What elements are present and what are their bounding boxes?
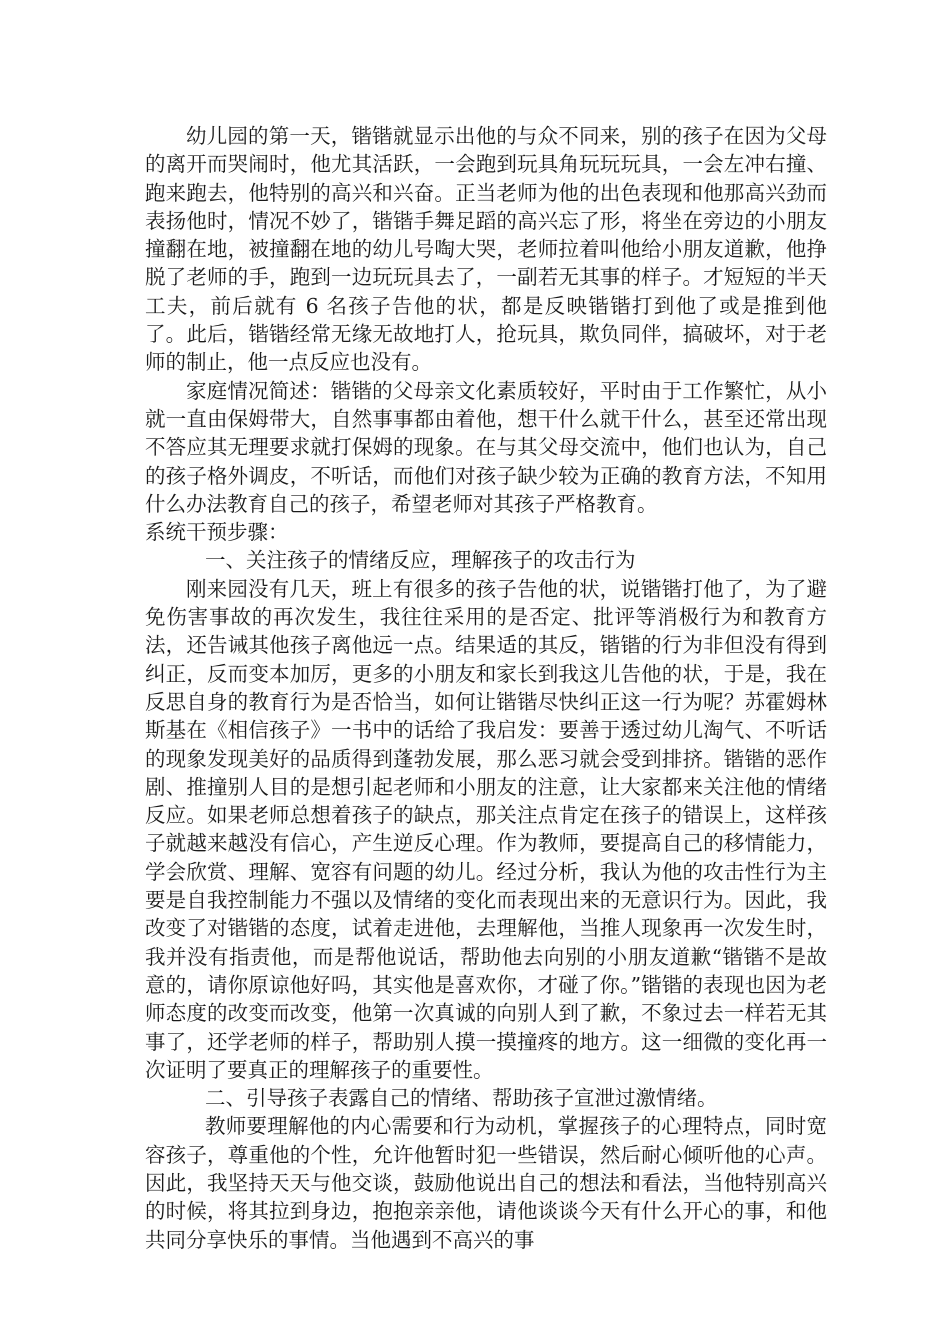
- paragraph-family-background: 家庭情况简述：锴锴的父母亲文化素质较好，平时由于工作繁忙，从小就一直由保姆带大，自然事事都由着他，想干什么就干什么，甚至还常出现不答应其无理要求就打保姆的现象。在与其父母交流中，他们也认为，自己的孩子格外调皮，不听话，而他们对孩子缺少较为正确的教育方法，不知用什么办法教育自己的孩子，希望老师对其孩子严格教育。: [145, 378, 827, 516]
- paragraph-step-one: 刚来园没有几天，班上有很多的孩子告他的状，说锴锴打他了，为了避免伤害事故的再次发生，我往往采用的是否定、批评等消极行为和教育方法，还告诫其他孩子离他远一点。结果适的其反，锴锴的行为非但没有得到纠正，反而变本加厉，更多的小朋友和家长到我这儿告他的状，于是，我在反思自身的教育行为是否恰当，如何让锴锴尽快纠正这一行为呢？苏霍姆林斯基在《相信孩子》一书中的话给了我启发：要善于透过幼儿淘气、不听话的现象发现美好的品质得到蓬勃发展，那么恶习就会受到排挤。锴锴的恶作剧、推撞别人目的是想引起老师和小朋友的注意，让大家都来关注他的情绪反应。如果老师总想着孩子的缺点，那关注点肯定在孩子的错误上，这样孩子就越来越没有信心，产生逆反心理。作为教师，要提高自己的移情能力，学会欣赏、理解、宽容有问题的幼儿。经过分析，我认为他的攻击性行为主要是自我控制能力不强以及情绪的变化而表现出来的无意识行为。因此，我改变了对锴锴的态度，试着走进他，去理解他，当推人现象再一次发生时，我并没有指责他，而是帮他说话，帮助他去向别的小朋友道歉“锴锴不是故意的，请你原谅他好吗，其实他是喜欢你，才碰了你。”锴锴的表现也因为老师态度的改变而改变，他第一次真诚的向别人到了歉，不象过去一样若无其事了，还学老师的样子，帮助别人摸一摸撞疼的地方。这一细微的变化再一次证明了要真正的理解孩子的重要性。: [145, 576, 827, 1082]
- section-heading-intervention: 系统干预步骤：: [145, 520, 289, 545]
- document-body: [145, 122, 827, 1254]
- paragraph-first-day: 幼儿园的第一天，锴锴就显示出他的与众不同来，别的孩子在因为父母的离开而哭闹时，他尤其活跃，一会跑到玩具角玩玩玩具，一会左冲右撞、跑来跑去，他特别的高兴和兴奋。正当老师为他的出色表现和他那高兴劲而表扬他时，情况不妙了，锴锴手舞足蹈的高兴忘了形，将坐在旁边的小朋友撞翻在地，被撞翻在地的幼儿号啕大哭，老师拉着叫他给小朋友道歉，他挣脱了老师的手，跑到一边玩玩具去了，一副若无其事的样子。才短短的半天工夫，前后就有 6 名孩子告他的状，都是反映锴锴打到他了或是推到他了。此后，锴锴经常无缘无故地打人，抢玩具，欺负同伴，搞破坏，对于老师的制止，他一点反应也没有。: [145, 124, 827, 375]
- paragraph-step-two: 教师要理解他的内心需要和行为动机，掌握孩子的心理特点，同时宽容孩子，尊重他的个性，允许他暂时犯一些错误，然后耐心倾听他的心声。因此，我坚持天天与他交谈，鼓励他说出自己的想法和看法，当他特别高兴的时候，将其拉到身边，抱抱亲亲他，请他谈谈今天有什么开心的事，和他共同分享快乐的事情。当他遇到不高兴的事: [145, 1114, 827, 1252]
- subheading-step-one: 一、关注孩子的情绪反应，理解孩子的攻击行为: [205, 548, 636, 573]
- subheading-step-two: 二、引导孩子表露自己的情绪、帮助孩子宣泄过激情绪。: [205, 1086, 718, 1111]
